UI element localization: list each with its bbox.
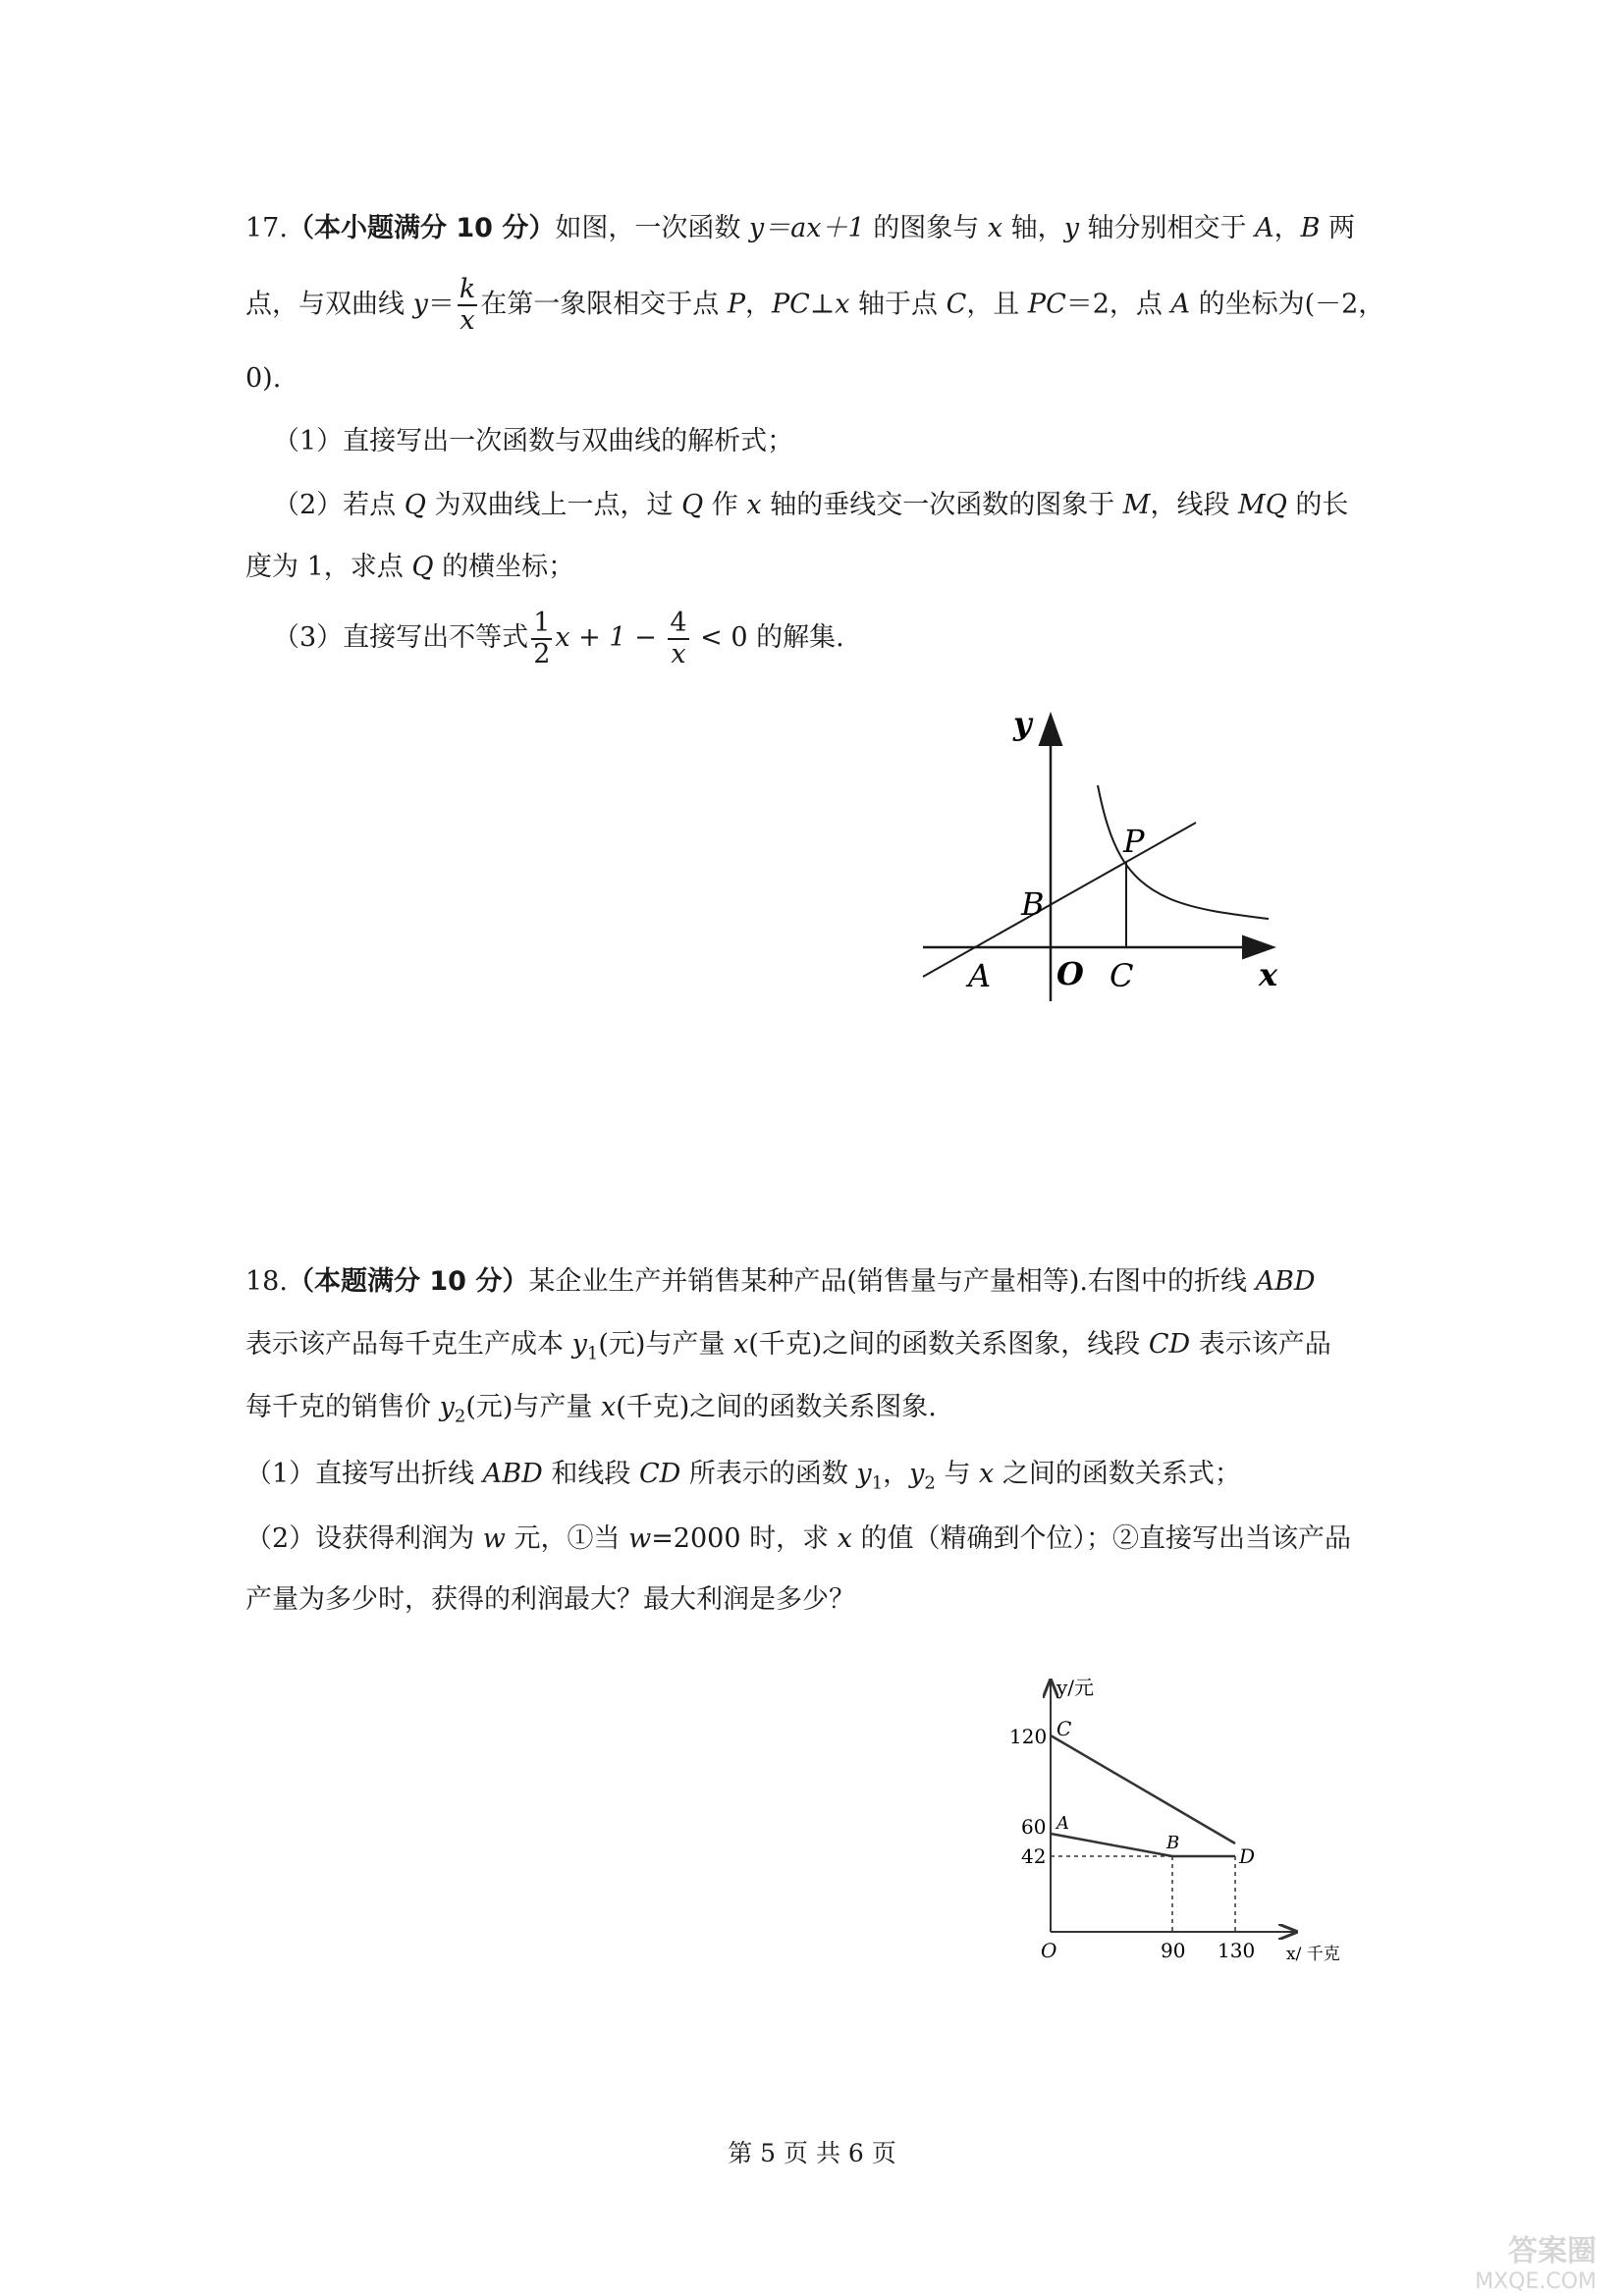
q18-text: (千克)之间的函数关系图象. [616,1392,937,1422]
q18-var: x [732,1329,749,1360]
segment-AB [1051,1834,1172,1856]
x-axis-label: x/ 千克 [1286,1945,1340,1964]
q18-subscript: 2 [924,1472,936,1494]
label-A: A [968,957,992,994]
q17-number: 17. [245,213,288,243]
q17-text: （3）直接写出不等式 [273,622,529,653]
label-y: y [1013,705,1032,742]
watermark-text: 答案圈 [1508,2234,1597,2269]
origin-label: O [1041,1939,1057,1962]
q17-text: 如图，一次函数 [555,213,749,243]
q18-line-2 [245,1327,1331,1371]
q17-var: PC [772,289,810,320]
q18-sub-1 [245,1457,1241,1501]
q17-points: （本小题满分 10 分） [287,213,556,243]
q18-text: 和线段 [542,1459,639,1489]
q18-var: y [439,1392,455,1422]
q18-text: 与 [935,1459,980,1489]
tick-120: 120 [1009,1725,1048,1748]
q17-var: A [1170,289,1190,320]
q17-text: 轴， [1002,213,1064,243]
q17-text: 在第一象限相交于点 [480,289,728,320]
linear-function-line [923,823,1196,977]
fraction-denominator: x [671,638,686,669]
q17-var: A [1255,213,1274,243]
q17-text: 轴于点 [849,289,947,320]
q18-var: CD [638,1459,681,1489]
q17-var: P [727,289,745,320]
q17-text: ＝ [427,289,455,320]
q18-var: x [600,1392,617,1422]
q17-inequality-part: < 0 [691,622,748,653]
q18-text: ， [883,1459,910,1489]
q18-var: x [837,1523,852,1554]
q18-points: （本题满分 10 分） [287,1266,529,1297]
fraction-numerator: k [459,274,476,304]
q17-sub-2-cont [245,550,574,585]
q17-sub-1: （1）直接写出一次函数与双曲线的解析式； [273,426,794,456]
q18-var: x [979,1459,995,1489]
q18-text: 元，①当 [505,1523,629,1554]
fraction-denominator: 2 [533,638,551,669]
q17-var: x [746,490,762,520]
q18-sub-2-cont: 产量为多少时，获得的利润最大？最大利润是多少？ [245,1584,855,1615]
q18-line-3 [245,1390,937,1434]
q17-text: 的解集. [747,622,844,653]
q18-text: （1）直接写出折线 [245,1459,483,1489]
q18-text: 表示该产品每千克生产成本 [245,1329,572,1360]
q17-text: ，且 [966,289,1028,320]
q17-text: 轴的垂线交一次函数的图象于 [761,490,1123,520]
q17-var: x [987,213,1003,243]
fraction-denominator: x [460,305,475,336]
q17-line-2 [245,275,1384,336]
q18-text: 每千克的销售价 [245,1392,440,1422]
watermark-logo [1400,2226,1597,2294]
q18-subscript: 1 [871,1472,884,1494]
q17-text: ， [745,289,772,320]
q17-text: ＝2，点 [1065,289,1171,320]
tick-60: 60 [1021,1815,1047,1839]
q18-var: w [482,1523,506,1554]
q18-text: 之间的函数关系式； [994,1459,1241,1489]
label-C: C [1110,957,1134,994]
q18-text: （2）设获得利润为 [245,1523,483,1554]
tick-42: 42 [1021,1844,1047,1868]
q18-text: =2000 时，求 [651,1523,838,1554]
q18-text: 某企业生产并销售某种产品(销售量与产量相等).右图中的折线 [528,1266,1256,1297]
q17-var: MQ [1238,490,1287,520]
q18-figure [1001,1667,1345,1971]
q17-linear-equation: y＝ax＋1 [748,213,865,243]
q17-inequality-part: x + 1 − [555,622,666,653]
q18-var: CD [1148,1329,1191,1360]
q17-text: 的坐标为(－2， [1190,289,1385,320]
q18-var: ABD [1255,1266,1316,1297]
q17-var: Q [411,552,434,582]
tick-130: 130 [1218,1939,1256,1962]
segment-CD [1051,1735,1235,1843]
q18-text: (元)与产量 [465,1392,601,1422]
q17-var: C [946,289,967,320]
label-B: B [1021,885,1045,923]
q18-text: 的值（精确到个位）；②直接写出当该产品 [851,1523,1352,1554]
q17-line-3: 0). [245,363,282,394]
label-P: P [1123,823,1145,860]
q18-subscript: 1 [586,1343,599,1364]
q17-fraction-four-over-x [668,609,688,669]
q17-text: 作 [703,490,747,520]
q17-var: B [1300,213,1321,243]
q18-number: 18. [245,1266,288,1297]
q17-text: ，线段 [1150,490,1239,520]
q18-var: y [856,1459,872,1489]
q17-var: y [412,289,428,320]
label-C: C [1056,1717,1072,1740]
label-B: B [1166,1833,1180,1853]
q17-line-1 [245,211,1355,246]
q18-var: w [628,1523,652,1554]
q17-text: （2）若点 [273,490,405,520]
q18-text: (千克)之间的函数关系图象，线段 [748,1329,1149,1360]
q17-var: Q [681,490,704,520]
fraction-numerator: 1 [533,607,551,638]
label-D: D [1239,1844,1256,1868]
label-A: A [1056,1813,1069,1834]
q17-figure [913,697,1306,1021]
q17-text: 为双曲线上一点，过 [425,490,682,520]
label-x: x [1259,956,1278,993]
q18-var: ABD [482,1459,543,1489]
q18-text: 所表示的函数 [680,1459,857,1489]
page-footer: 第 5 页 共 6 页 [728,2139,896,2167]
label-O: O [1056,955,1084,992]
q18-text: (元)与产量 [598,1329,733,1360]
q17-var: x [835,289,850,320]
q17-text: 点，与双曲线 [245,289,413,320]
q17-var: M [1122,490,1151,520]
q17-sub-2 [273,488,1348,523]
q17-var: y [1063,213,1079,243]
q18-text: 表示该产品 [1190,1329,1331,1360]
q18-var: y [571,1329,587,1360]
q18-line-1 [245,1264,1316,1300]
q17-var: Q [404,490,426,520]
q17-text: ⊥ [809,289,836,320]
q18-var: y [909,1459,925,1489]
q17-text: 的横坐标； [433,552,575,582]
q17-text: 度为 1，求点 [245,552,412,582]
fraction-numerator: 4 [670,607,687,638]
q18-sub-2 [245,1522,1351,1557]
tick-90: 90 [1161,1939,1186,1962]
q17-fraction-k-over-x [458,275,477,336]
q17-text: 的长 [1286,490,1349,520]
q18-subscript: 2 [454,1406,466,1427]
q17-text: 两 [1320,213,1356,243]
q17-sub-3 [273,607,844,669]
q17-text: 的图象与 [864,213,988,243]
q17-text: ， [1273,213,1301,243]
q17-text: 轴分别相交于 [1078,213,1256,243]
q17-var: PC [1027,289,1066,320]
y-axis-label: y/元 [1056,1676,1095,1699]
q17-fraction-half [531,609,552,669]
watermark-url: MXQE.COM [1475,2269,1597,2294]
